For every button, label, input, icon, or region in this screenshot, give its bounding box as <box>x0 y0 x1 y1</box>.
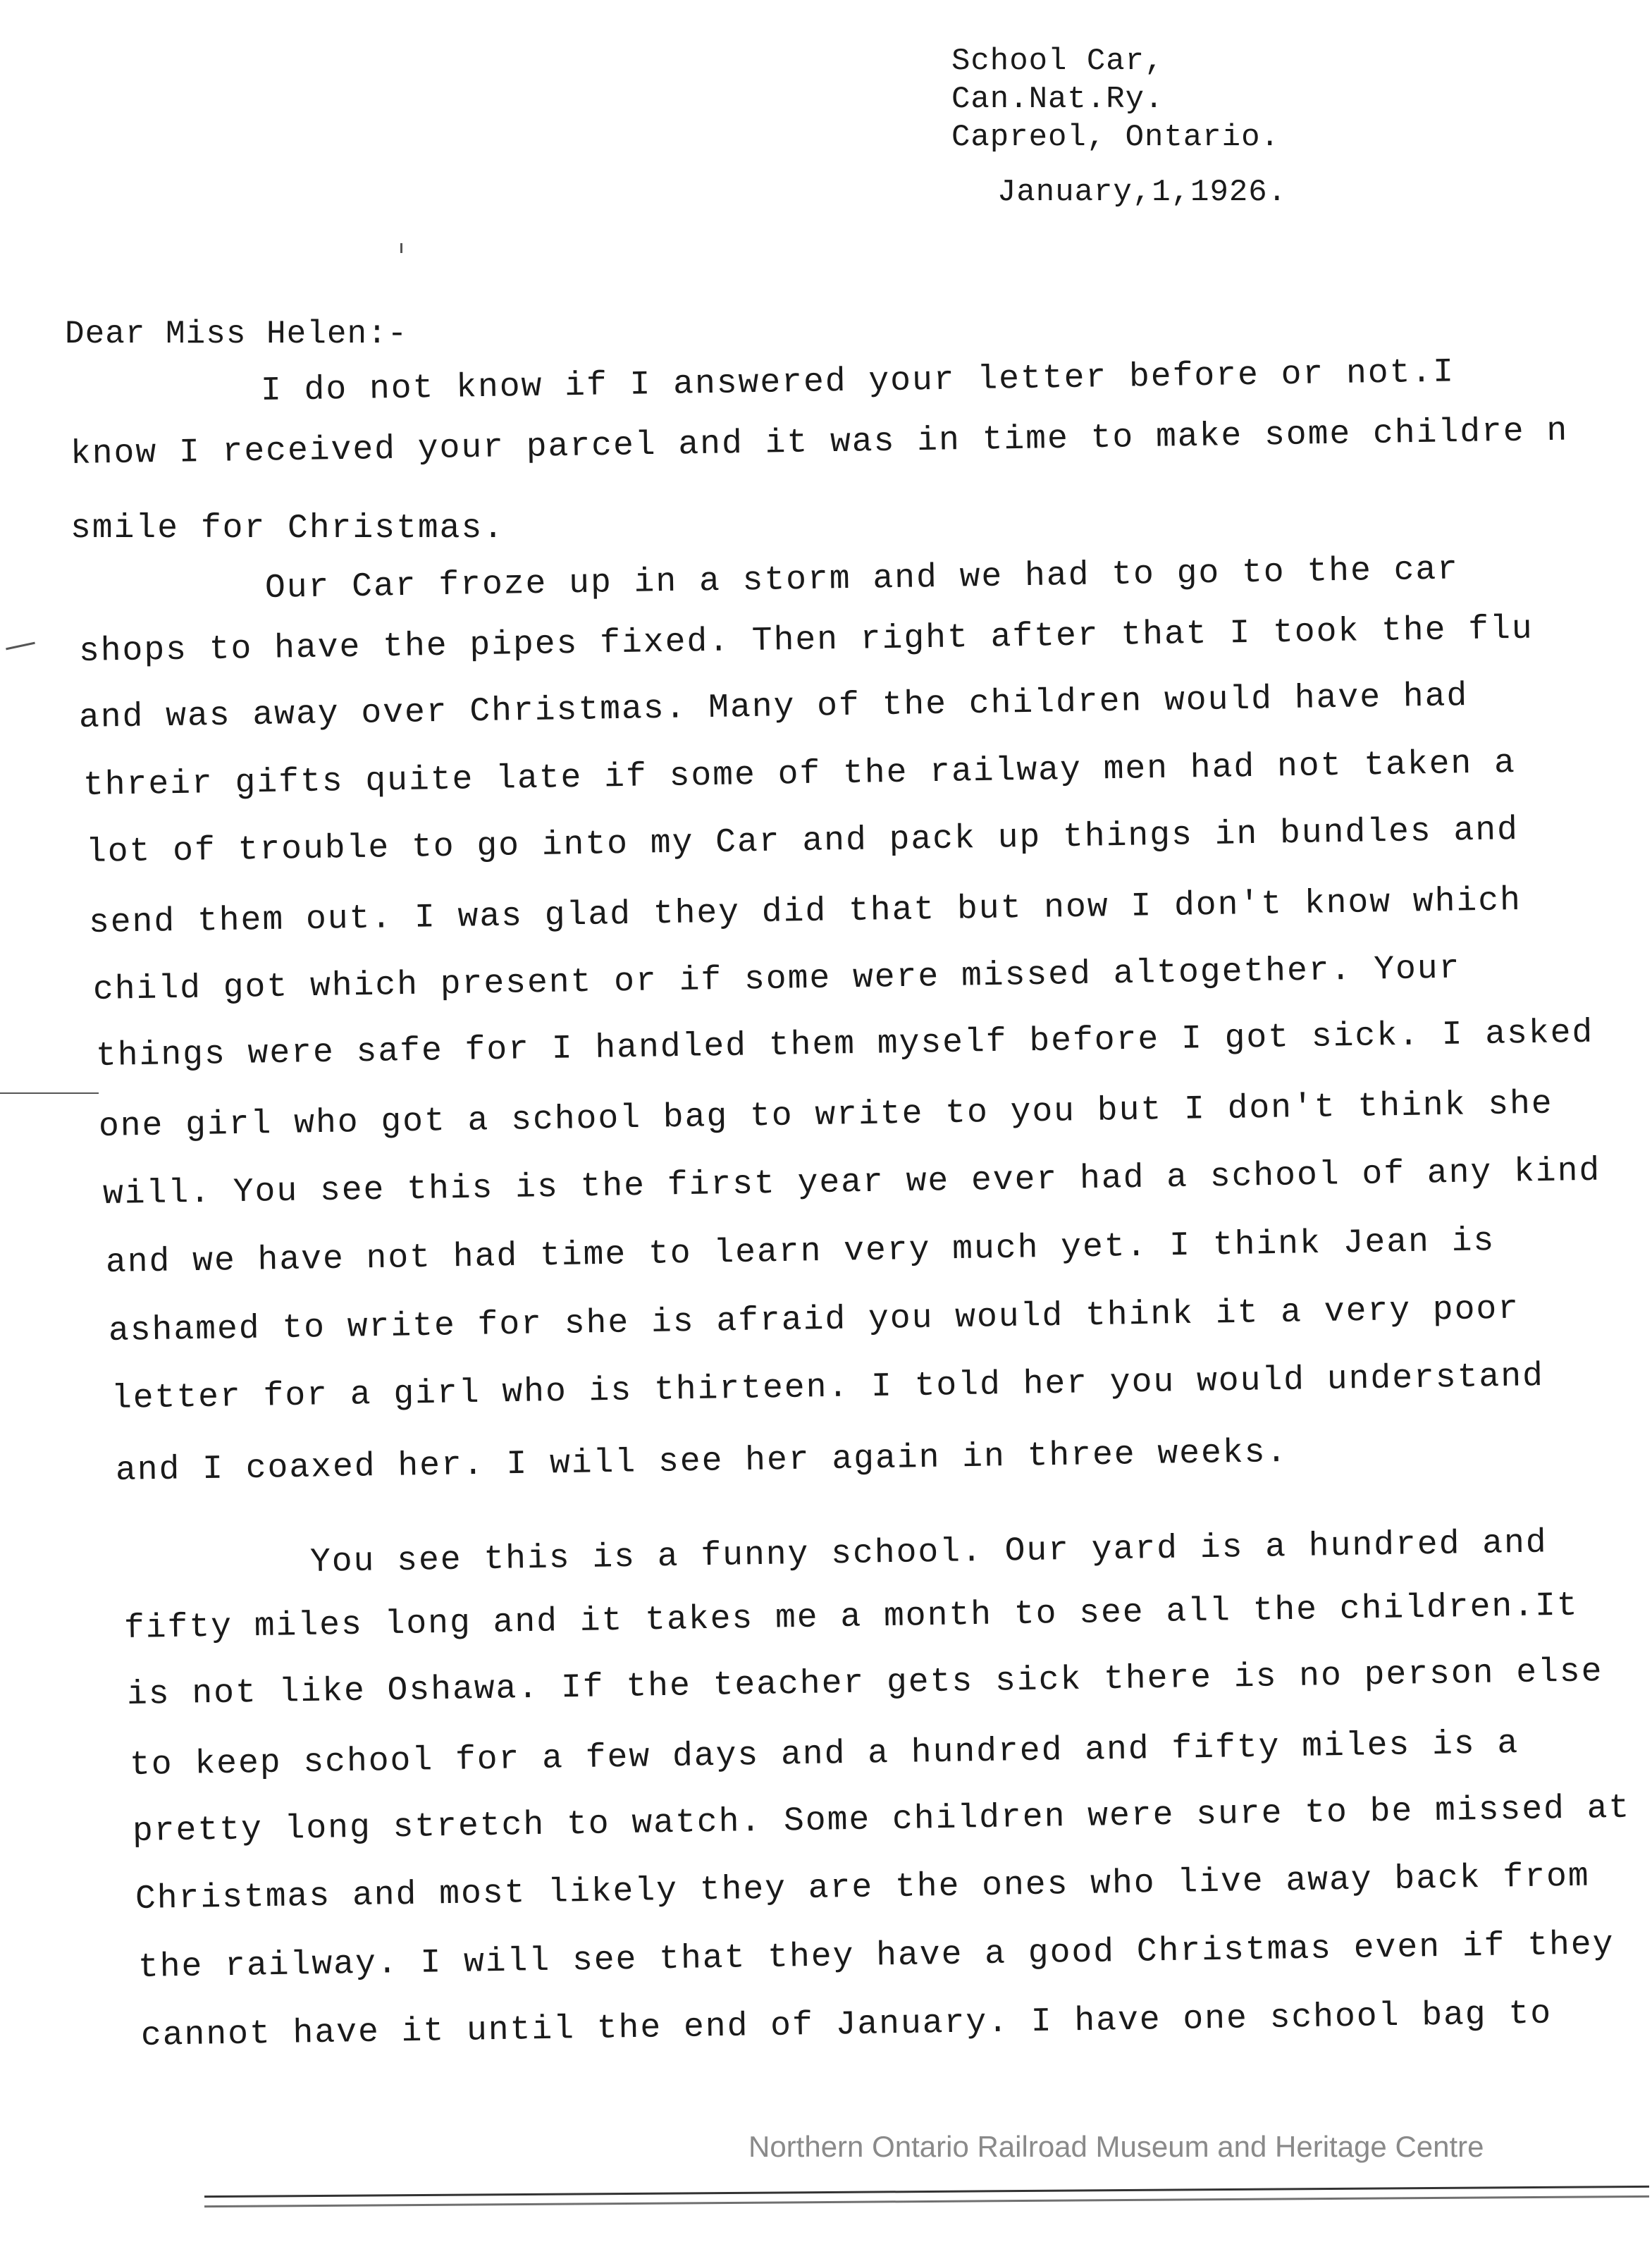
address-line-1: School Car, <box>951 44 1164 79</box>
body-line: cannot have it until the end of January. I have one school bag to <box>140 1995 1553 2055</box>
body-line: know I received your parcel and it was in time to make some childre n <box>70 412 1569 474</box>
bottom-rule <box>204 2186 1649 2198</box>
body-line: will. You see this is the first year we ever had a school of any kind <box>102 1152 1601 1214</box>
body-line: Christmas and most likely they are the ones who live away back from <box>135 1857 1591 1918</box>
salutation: Dear Miss Helen:- <box>65 316 408 352</box>
sender-address <box>951 42 1280 156</box>
body-line: Our Car froze up in a storm and we had to go to the car <box>264 550 1460 608</box>
body-line: smile for Christmas. <box>70 510 505 548</box>
body-line: and I coaxed her. I will see her again in three weeks. <box>115 1433 1288 1490</box>
body-line: send them out. I was glad they did that but now I don't know which <box>88 882 1522 942</box>
scan-mark <box>400 243 402 253</box>
body-line: threir gifts quite late if some of the railway men had not taken a <box>82 744 1517 805</box>
body-line: You see this is a funny school. Our yard is a hundred and <box>309 1524 1548 1582</box>
body-line: pretty long stretch to watch. Some children were sure to be missed at <box>132 1789 1631 1851</box>
body-line: to keep school for a few days and a hundred and fifty miles is a <box>129 1725 1520 1785</box>
body-line: I do not know if I answered your letter before or not.I <box>260 353 1455 410</box>
body-line: shops to have the pipes fixed. Then right after that I took the flu <box>78 610 1534 671</box>
scan-mark <box>6 642 35 651</box>
body-line: the railway. I will see that they have a good Christmas even if they <box>137 1926 1615 1987</box>
body-line: and we have not had time to learn very much yet. I think Jean is <box>105 1222 1496 1282</box>
body-line: ashamed to write for she is afraid you would think it a very poor <box>108 1290 1520 1350</box>
body-line: child got which present or if some were missed altogether. Your <box>92 949 1461 1009</box>
letter-date: January,1,1926. <box>997 175 1288 210</box>
body-line: is not like Oshawa. If the teacher gets sick there is no person else <box>126 1653 1603 1714</box>
body-line: letter for a girl who is thirteen. I told her you would understand <box>111 1357 1545 1418</box>
body-line: lot of trouble to go into my Car and pack up things in bundles and <box>85 811 1520 872</box>
body-line: things were safe for I handled them myself before I got sick. I asked <box>95 1014 1594 1076</box>
body-line: and was away over Christmas. Many of the children would have had <box>78 677 1469 737</box>
body-line: one girl who got a school bag to write to you but I don't think she <box>98 1085 1554 1146</box>
body-line: fifty miles long and it takes me a month to see all the children.It <box>123 1587 1579 1648</box>
scan-mark <box>0 1092 99 1094</box>
address-line-3: Capreol, Ontario. <box>951 120 1280 155</box>
watermark: Northern Ontario Railroad Museum and Heritage Centre <box>748 2130 1484 2163</box>
address-line-2: Can.Nat.Ry. <box>951 82 1164 117</box>
bottom-rule <box>204 2195 1649 2207</box>
